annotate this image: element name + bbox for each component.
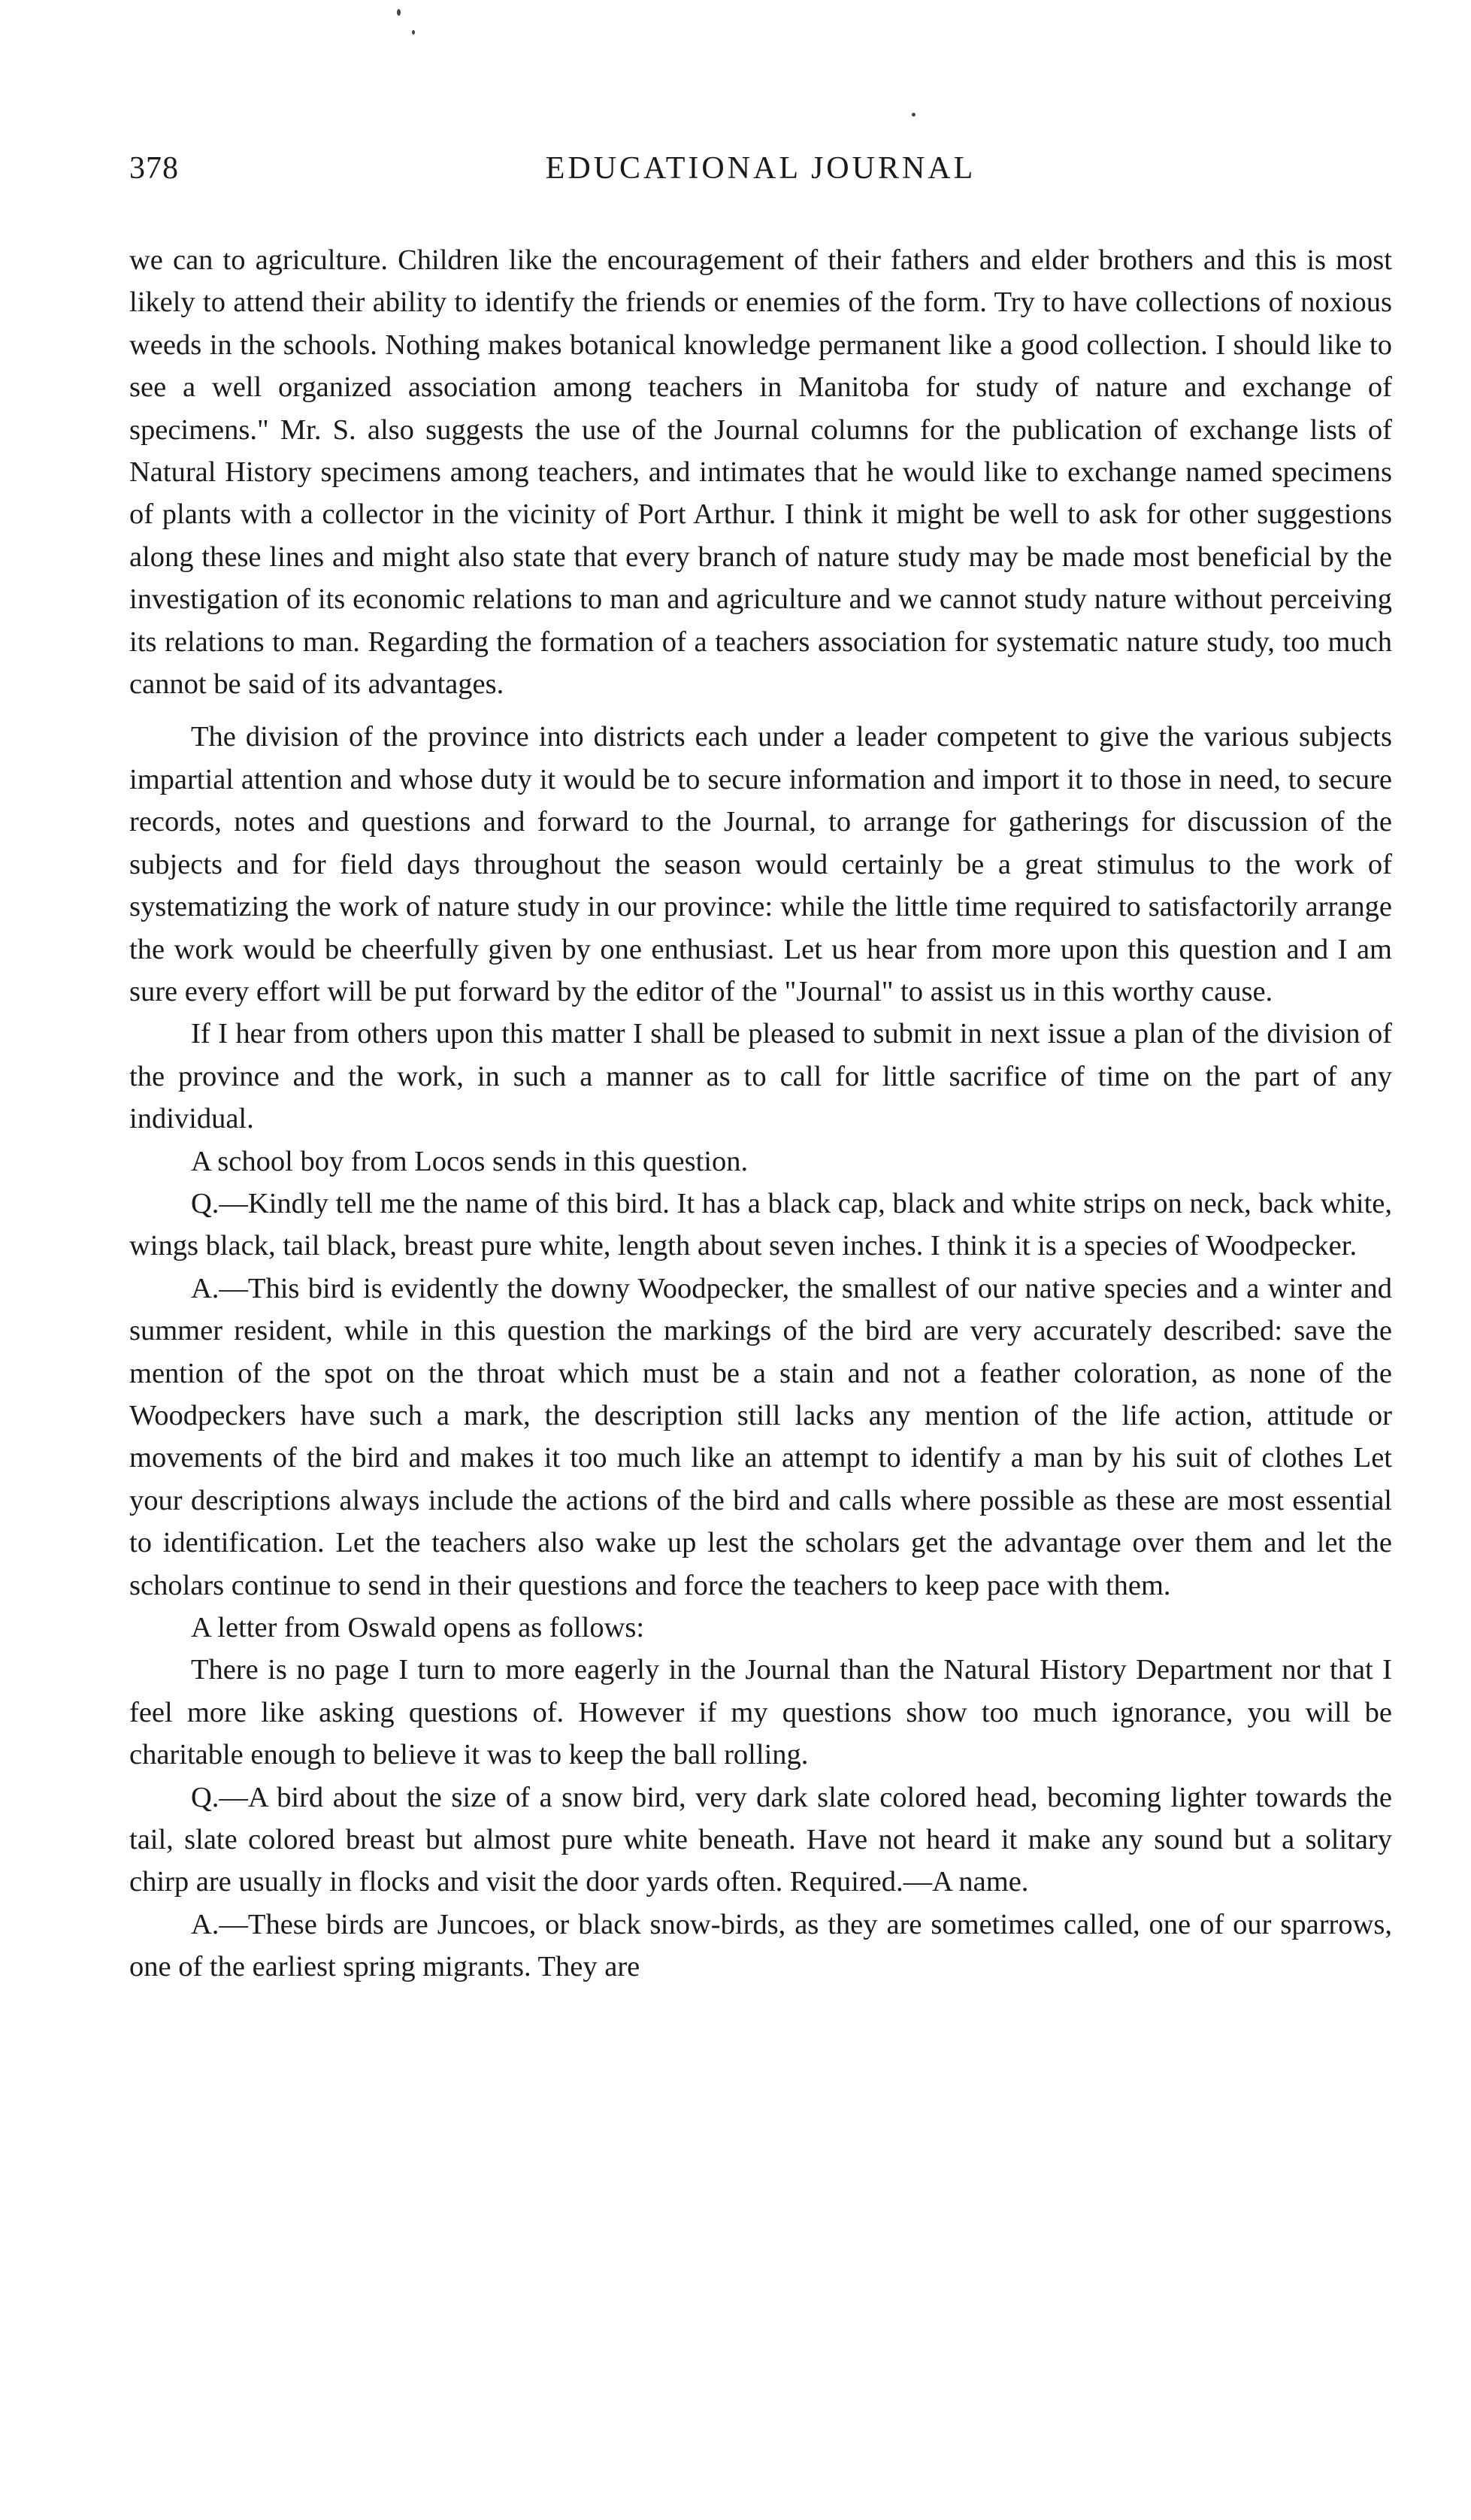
page-number: 378 — [129, 151, 179, 186]
paragraph-districts: The division of the province into districts each under a leader competent to give the various subjects impartial attention and whose duty it would be to secure information and import it to those in need, to secure records, notes and questions and forward to the Journal, to arrange for gatherings for discussion of the subjects and for field days throughout the season would certainly be a great stimulus to the work of systematizing the work of nature study in our province: while the little time required to satisfactorily arrange the work would be cheerfully given by one enthusiast. Let us hear from more upon this question and I am sure every effort will be put forward by the editor of the "Journal" to assist us in this worthy cause. — [129, 721, 1392, 1007]
paragraph-continued: we can to agriculture. Children like the encouragement of their fathers and elder brothers and this is most likely to attend their ability to identify the friends or enemies of the form. Try to have collections of noxious weeds in the schools. Nothing makes botanical knowledge permanent like a good collection. I should like to see a well organized association among teachers in Manitoba for study of nature and exchange of specimens." Mr. S. also suggests the use of the Journal columns for the publication of exchange lists of Natural History specimens among teachers, and intimates that he would like to exchange named specimens of plants with a collector in the vicinity of Port Arthur. I think it might be well to ask for other suggestions along these lines and might also state that every branch of nature study may be made most beneficial by the investigation of its economic relations to man and agriculture and we cannot study nature without perceiving its relations to man. Regarding the formation of a teachers association for systematic nature study, too much cannot be said of its advantages. — [129, 244, 1392, 701]
paragraph-oswald-letter: A letter from Oswald opens as follows: — [191, 1612, 645, 1643]
article-body — [129, 239, 1392, 1988]
answer-woodpecker: A.—This bird is evidently the downy Woodpecker, the smallest of our native species and a winter and summer resident, while in this question the markings of the bird are very accurately described: save the mention of the spot on the throat which must be a stain and not a feather coloration, as none of the Woodpeckers have such a mark, the description still lacks any mention of the life action, attitude or movements of the bird and makes it too much like an attempt to identify a man by his suit of clothes Let your descriptions always include the actions of the bird and calls where possible as these are most essential to identification. Let the teachers also wake up lest the scholars get the advantage over them and let the scholars continue to send in their questions and force the teachers to keep pace with them. — [129, 1272, 1392, 1601]
paragraph-next-issue: If I hear from others upon this matter I shall be pleased to submit in next issue a plan of the division of the province and the work, in such a manner as to call for little sacrifice of time on the part of any individual. — [129, 1018, 1392, 1135]
paragraph-school-boy: A school boy from Locos sends in this question. — [191, 1145, 749, 1177]
question-woodpecker: Q.—Kindly tell me the name of this bird. It has a black cap, black and white strips on neck, back white, wings black, tail black, breast pure white, length about seven inches. I think it is a species of Woodpecker. — [129, 1187, 1392, 1262]
quoted-letter: There is no page I turn to more eagerly in the Journal than the Natural History Department nor that I feel more like asking questions of. However if my questions show too much ignorance, you will be charitable enough to believe it was to keep the ball rolling. — [129, 1654, 1392, 1771]
running-title: EDUCATIONAL JOURNAL — [545, 151, 976, 186]
scan-speck — [412, 30, 415, 35]
question-snow-bird: Q.—A bird about the size of a snow bird, very dark slate colored head, becoming lighter towards the tail, slate colored breast but almost pure white beneath. Have not heard it make any sound but a solitary chirp are usually in flocks and visit the door yards often. Required.—A name. — [129, 1781, 1392, 1898]
scan-speck — [397, 9, 401, 16]
scan-speck — [912, 113, 916, 117]
page-header — [129, 150, 1392, 195]
answer-juncoes: A.—These birds are Juncoes, or black snow-birds, as they are sometimes called, one of our sparrows, one of the earliest spring migrants. They are — [129, 1908, 1392, 1983]
